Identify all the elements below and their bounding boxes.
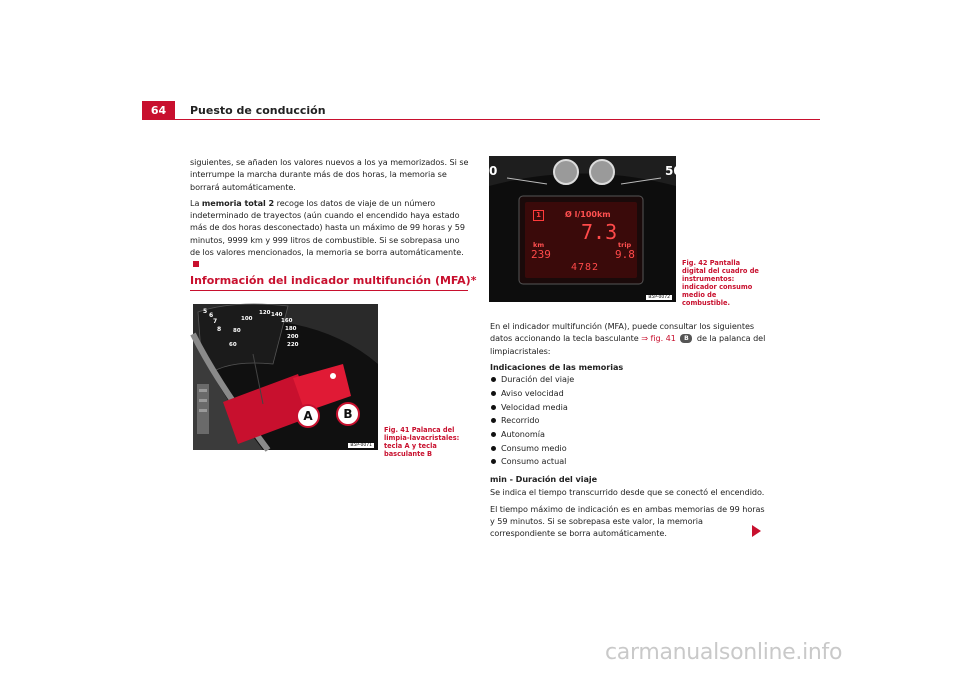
end-of-section-mark — [193, 261, 199, 267]
scale-right-number: 50 — [665, 164, 682, 178]
lcd-unit-label: Ø l/100km — [565, 210, 611, 219]
lcd-trip-value: 9.8 — [615, 248, 635, 261]
next-page-arrow-icon[interactable] — [752, 525, 761, 537]
lcd-odometer: 4782 — [571, 262, 600, 273]
figure-42-code: B5P-0072 — [648, 295, 670, 300]
speedometer-scale: 60 80 100 120 140 160 180 200 220 — [229, 310, 299, 348]
list-item: Autonomía — [490, 428, 770, 442]
label-a-circle: A — [296, 404, 320, 428]
memories-heading: Indicaciones de las memorias — [490, 361, 624, 372]
min-paragraph-2: El tiempo máximo de indicación es en ambas memorias de 99 horas y 59 minutos. Si se sobrepasa este valor, la memoria correspondiente se borra automáticamente. — [490, 503, 765, 539]
label-b-circle: B — [336, 402, 360, 426]
list-item: Consumo medio — [490, 442, 770, 456]
lcd-km-value: 239 — [531, 248, 551, 261]
figure-41-caption: Fig. 41 Palanca del limpia-lavacristales: tecla A y tecla basculante B — [384, 426, 460, 458]
page-number: 64 — [142, 101, 175, 120]
paragraph-memory-total-2: La memoria total 2 recoge los datos de viaje de un número indeterminado de trayectos (aún cuando el encendido haya estado más de dos horas desconectado) hasta un máximo de 99 horas y 59 minutos, 9999 km y 999 litros de combustible. Si se sobrepasa uno de los valores mencionados, la memoria se borra automáticamente. — [190, 197, 470, 271]
header-rule — [175, 119, 820, 120]
figure-41-link[interactable]: ⇒ fig. 41 — [641, 333, 676, 344]
lcd-memory-indicator: 1 — [533, 210, 544, 221]
section-title: Información del indicador multifunción (MFA)* — [190, 274, 477, 287]
rocker-button-b-badge: B — [680, 334, 692, 343]
list-item: Consumo actual — [490, 455, 770, 469]
watermark: carmanualsonline.info — [605, 640, 843, 665]
page-header-title: Puesto de conducción — [190, 104, 326, 117]
memories-list — [490, 373, 770, 469]
scale-left-number: 0 — [489, 164, 498, 178]
lcd-trip-label: trip — [618, 241, 632, 249]
lcd-km-label: km — [533, 241, 545, 249]
figure-42-caption: Fig. 42 Pantalla digital del cuadro de instrumentos: indicador consumo medio de combustible. — [682, 259, 759, 307]
right-column — [490, 320, 770, 544]
figure-41-code: B5P-0071 — [350, 443, 372, 448]
section-rule — [190, 290, 468, 291]
figure-41-wiper-lever: 5 6 7 8 60 80 100 120 140 160 180 200 220 A B B5P-0071 — [193, 304, 378, 450]
figure-42-instrument-display — [489, 156, 682, 302]
lcd-consumption-value: 7.3 — [581, 220, 618, 244]
list-item: Velocidad media — [490, 401, 770, 415]
list-item: Recorrido — [490, 414, 770, 428]
list-item: Duración del viaje — [490, 373, 770, 387]
min-paragraph-1: Se indica el tiempo transcurrido desde que se conectó el encendido. — [490, 487, 765, 498]
memory-total-2-term: memoria total 2 — [201, 197, 275, 208]
list-item: Aviso velocidad — [490, 387, 770, 401]
left-column — [190, 156, 470, 275]
min-heading: min - Duración del viaje — [490, 474, 598, 485]
mfa-intro-paragraph: En el indicador multifunción (MFA), puede consultar los siguientes datos accionando la tecla basculante ⇒ fig. 41 B de la palanca del limpiacristales: — [490, 321, 766, 356]
paragraph-memory-1: siguientes, se añaden los valores nuevos a los ya memorizados. Si se interrumpe la marcha durante más de dos horas, la memoria se borrará automáticamente. — [190, 157, 469, 192]
